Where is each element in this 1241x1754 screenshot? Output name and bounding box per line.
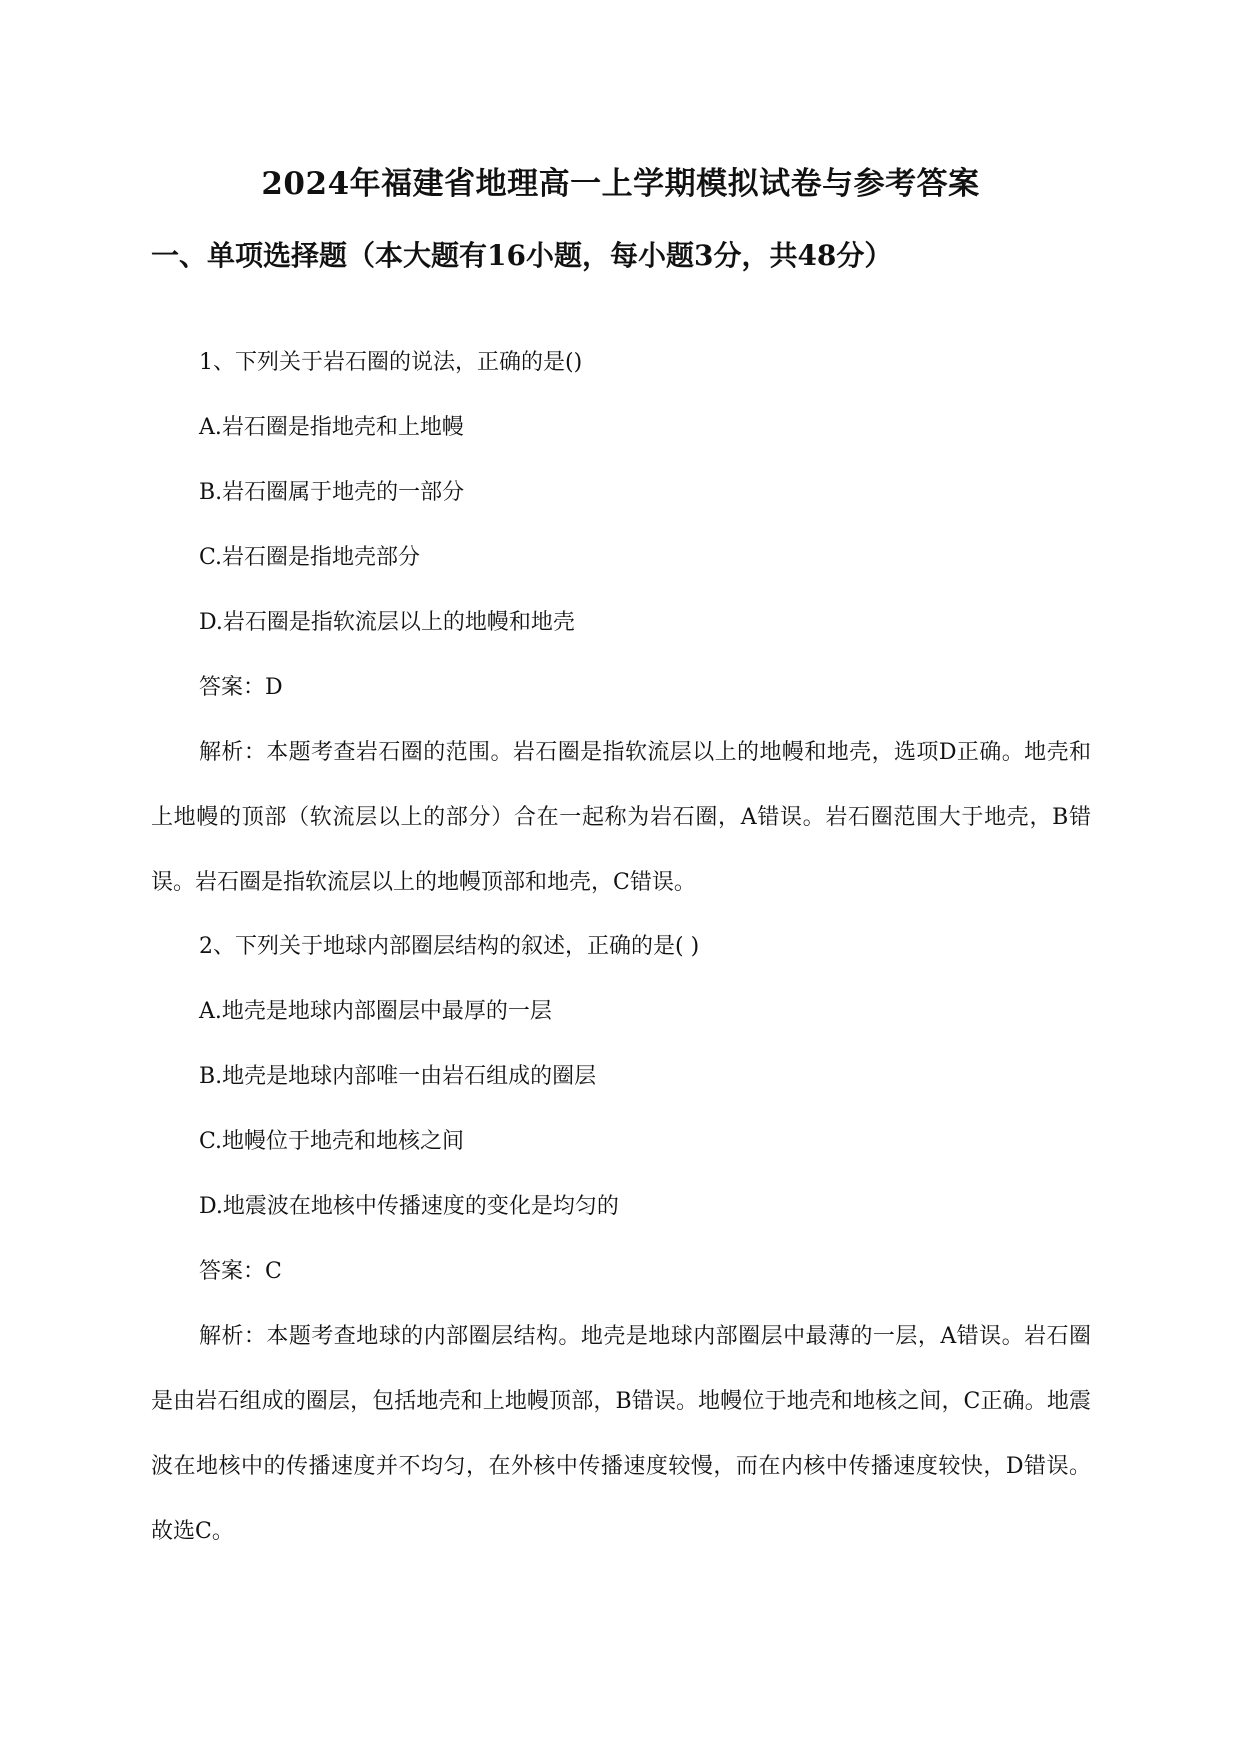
option-a: A.地壳是地球内部圈层中最厚的一层 xyxy=(199,999,552,1024)
option-b: B.岩石圈属于地壳的一部分 xyxy=(199,480,465,505)
question-stem: 2、下列关于地球内部圈层结构的叙述，正确的是( ) xyxy=(199,934,700,959)
analysis: 解析：本题考查地球的内部圈层结构。地壳是地球内部圈层中最薄的一层，A错误。岩石圈是由岩石组成的圈层，包括地壳和上地幔顶部，B错误。地幔位于地壳和地核之间，C正确。地震波在地核中的传播速度并不均匀，在外核中传播速度较慢，而在内核中传播速度较快，D错误。故选C。 xyxy=(151,1324,1092,1544)
questions-list xyxy=(151,346,1091,1579)
option-c: C.地幔位于地壳和地核之间 xyxy=(199,1129,465,1154)
question-stem: 1、下列关于岩石圈的说法，正确的是() xyxy=(199,350,583,375)
option-a: A.岩石圈是指地壳和上地幔 xyxy=(199,415,464,440)
document-title: 2024年福建省地理高一上学期模拟试卷与参考答案 xyxy=(261,166,980,202)
answer: 答案：C xyxy=(199,1259,282,1284)
answer: 答案：D xyxy=(199,675,283,700)
option-d: D.地震波在地核中传播速度的变化是均匀的 xyxy=(199,1194,619,1219)
section-heading: 一、单项选择题（本大题有16小题，每小题3分，共48分） xyxy=(151,239,893,272)
option-b: B.地壳是地球内部唯一由岩石组成的圈层 xyxy=(199,1064,597,1089)
analysis: 解析：本题考查岩石圈的范围。岩石圈是指软流层以上的地幔和地壳，选项D正确。地壳和上地幔的顶部（软流层以上的部分）合在一起称为岩石圈，A错误。岩石圈范围大于地壳，B错误。岩石圈是指软流层以上的地幔顶部和地壳，C错误。 xyxy=(151,740,1091,895)
option-d: D.岩石圈是指软流层以上的地幔和地壳 xyxy=(199,610,575,635)
option-c: C.岩石圈是指地壳部分 xyxy=(199,545,421,570)
